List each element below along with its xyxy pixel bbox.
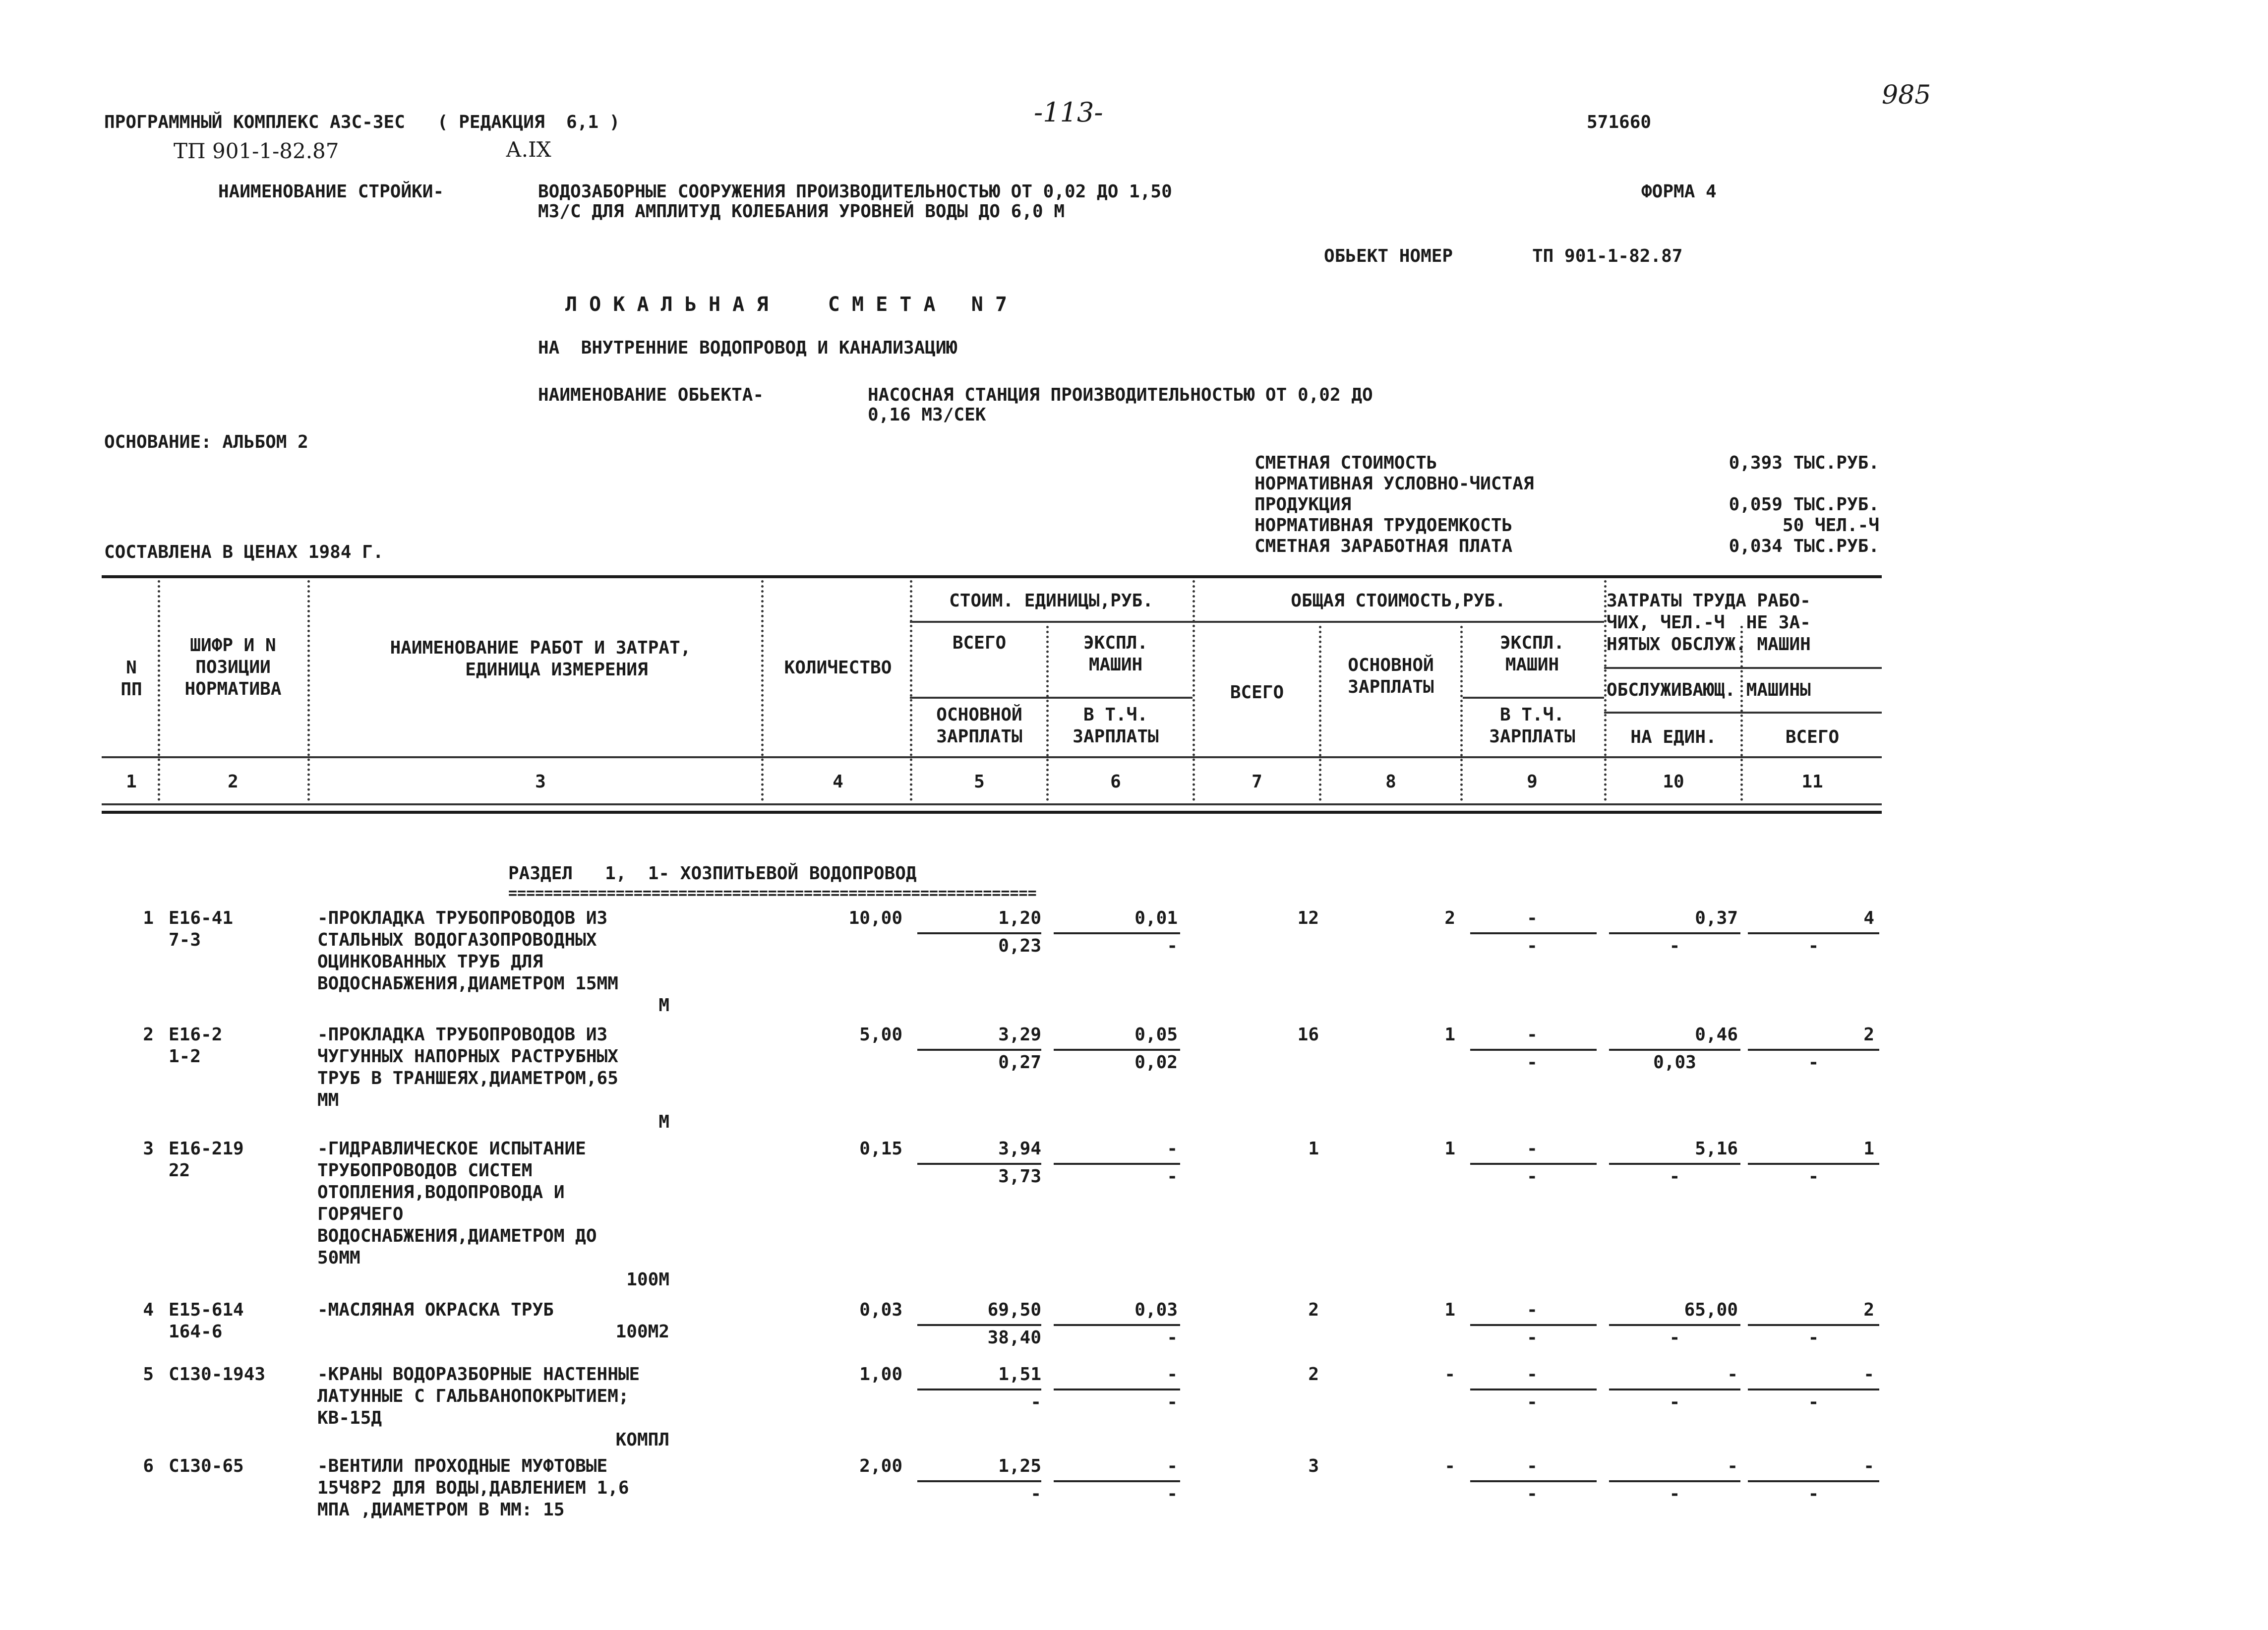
row-labor-all-machine: - — [1808, 1328, 1819, 1348]
row-work-name: ОТОПЛЕНИЯ,ВОДОПРОВОДА И — [317, 1182, 565, 1203]
row-labor-unit-machine: - — [1669, 936, 1680, 956]
row-unit-total: 3,94 — [998, 1139, 1041, 1159]
cell-divider — [1609, 1389, 1740, 1390]
row-total-incl: - — [1527, 936, 1538, 956]
row-total-salary: 1 — [1444, 1139, 1455, 1159]
row-labor-unit: - — [1727, 1364, 1738, 1385]
cell-divider — [1748, 932, 1879, 934]
row-work-name: -ВЕНТИЛИ ПРОХОДНЫЕ МУФТОВЫЕ — [317, 1456, 608, 1476]
header-labor: ЗАТРАТЫ ТРУДА РАБО- ЧИХ, ЧЕЛ.-Ч НЕ ЗА- НЯТЫХ ОБСЛУЖ. МАШИН — [1607, 591, 1811, 655]
cell-divider — [1470, 1480, 1597, 1482]
row-code: Е16-219 — [169, 1139, 244, 1159]
column-number: 1 — [126, 772, 137, 792]
header-sub-rule — [910, 697, 1193, 699]
row-total-all: 16 — [1297, 1025, 1319, 1045]
header-col-name: НАИМЕНОВАНИЕ РАБОТ И ЗАТРАТ, ЕДИНИЦА ИЗМЕРЕНИЯ — [390, 638, 691, 680]
row-labor-all: 1 — [1863, 1139, 1874, 1159]
row-number: 2 — [143, 1025, 154, 1045]
header-unit-salary: ОСНОВНОЙ ЗАРПЛАТЫ — [936, 705, 1022, 747]
cell-divider — [1054, 1324, 1180, 1326]
header-sub-rule — [910, 621, 1193, 623]
cell-divider — [1609, 1324, 1740, 1326]
program-header: ПРОГРАММНЫЙ КОМПЛЕКС АЗС-ЗЕС ( РЕДАКЦИЯ 6,1 ) — [104, 112, 620, 132]
cell-divider — [1054, 1163, 1180, 1165]
column-separator — [307, 580, 310, 801]
row-labor-unit-machine: - — [1669, 1166, 1680, 1187]
form-label: ФОРМА 4 — [1641, 181, 1717, 202]
header-unit-cost: СТОИМ. ЕДИНИЦЫ,РУБ. — [949, 591, 1153, 611]
column-separator — [1319, 626, 1321, 801]
column-number: 10 — [1663, 772, 1684, 792]
row-number: 5 — [143, 1364, 154, 1385]
header-labor-sub: ОБСЛУЖИВАЮЩ. МАШИНЫ — [1607, 680, 1811, 700]
column-separator — [1193, 580, 1195, 801]
row-unit-total: 1,51 — [998, 1364, 1041, 1385]
row-unit-salary: 38,40 — [987, 1328, 1041, 1348]
column-separator — [158, 580, 160, 801]
row-number: 6 — [143, 1456, 154, 1476]
cell-divider — [1748, 1480, 1879, 1482]
cell-divider — [1470, 932, 1597, 934]
row-total-machine: - — [1527, 1139, 1538, 1159]
row-work-name: ММ — [317, 1090, 339, 1110]
row-labor-all-machine: - — [1808, 1166, 1819, 1187]
table-bottom-rule — [102, 811, 1882, 814]
row-work-name: -МАСЛЯНАЯ ОКРАСКА ТРУБ — [317, 1300, 554, 1320]
row-work-name: 50ММ — [317, 1248, 360, 1268]
row-quantity: 0,03 — [859, 1300, 902, 1320]
column-number: 4 — [833, 772, 843, 792]
cell-divider — [1609, 1049, 1740, 1051]
row-total-all: 3 — [1308, 1456, 1319, 1476]
row-labor-all-machine: - — [1808, 1484, 1819, 1504]
header-unit-total: ВСЕГО — [952, 633, 1007, 653]
construction-line-1: ВОДОЗАБОРНЫЕ СООРУЖЕНИЯ ПРОИЗВОДИТЕЛЬНОСТЬЮ ОТ 0,02 ДО 1,50 — [538, 181, 1172, 202]
header-sub-rule — [1463, 697, 1604, 699]
row-unit: КОМПЛ — [615, 1430, 669, 1450]
row-unit-salary: 0,27 — [998, 1052, 1041, 1073]
row-work-name: ВОДОСНАБЖЕНИЯ,ДИАМЕТРОМ 15ММ — [317, 973, 618, 994]
row-code-position: 22 — [169, 1160, 190, 1181]
row-labor-all: 4 — [1863, 908, 1874, 928]
row-total-incl: - — [1527, 1166, 1538, 1187]
row-work-name: ЧУГУННЫХ НАПОРНЫХ РАСТРУБНЫХ — [317, 1046, 618, 1067]
row-labor-unit: 0,37 — [1695, 908, 1738, 928]
row-unit-machine: - — [1167, 1456, 1178, 1476]
row-total-incl: - — [1527, 1392, 1538, 1412]
row-unit-salary: - — [1030, 1484, 1041, 1504]
row-labor-all: - — [1863, 1364, 1874, 1385]
column-separator — [1740, 626, 1743, 801]
row-labor-unit-machine: 0,03 — [1653, 1052, 1696, 1073]
object-number: ТП 901-1-82.87 — [1532, 246, 1683, 266]
row-code-position: 164-6 — [169, 1322, 223, 1342]
row-work-name: 15Ч8Р2 ДЛЯ ВОДЫ,ДАВЛЕНИЕМ 1,6 — [317, 1478, 629, 1498]
cell-divider — [917, 932, 1041, 934]
table-header-rule — [102, 756, 1882, 758]
header-sub-rule — [1604, 712, 1882, 714]
cell-divider — [1609, 932, 1740, 934]
document-code: 571660 — [1587, 112, 1652, 132]
row-total-machine: - — [1527, 1364, 1538, 1385]
album-number: А.IX — [506, 137, 551, 162]
column-separator — [1046, 626, 1049, 801]
object-name-line-1: НАСОСНАЯ СТАНЦИЯ ПРОИЗВОДИТЕЛЬНОСТЬЮ ОТ 0,02 ДО — [868, 385, 1373, 405]
row-total-all: 1 — [1308, 1139, 1319, 1159]
column-number: 7 — [1252, 772, 1262, 792]
page-mark: -113- — [1034, 97, 1103, 128]
row-code: Е16-41 — [169, 908, 234, 928]
row-labor-unit-machine: - — [1669, 1392, 1680, 1412]
row-work-name: -ПРОКЛАДКА ТРУБОПРОВОДОВ ИЗ — [317, 908, 608, 928]
cell-divider — [1609, 1480, 1740, 1482]
cell-divider — [1054, 1480, 1180, 1482]
row-unit-machine: 0,01 — [1134, 908, 1178, 928]
row-unit: 100М — [626, 1269, 669, 1290]
row-code: С130-1943 — [169, 1364, 266, 1385]
header-sub-rule — [1604, 667, 1882, 669]
header-total-incl: В Т.Ч. ЗАРПЛАТЫ — [1489, 705, 1575, 747]
row-total-salary: 2 — [1444, 908, 1455, 928]
row-unit: 100М2 — [615, 1322, 669, 1342]
summary-label: НОРМАТИВНАЯ ТРУДОЕМКОСТЬ — [1254, 515, 1513, 536]
row-unit-total: 69,50 — [987, 1300, 1041, 1320]
row-unit-incl: - — [1167, 1166, 1178, 1187]
header-sub-rule — [1193, 621, 1604, 623]
cell-divider — [917, 1049, 1041, 1051]
row-total-incl: - — [1527, 1328, 1538, 1348]
row-total-machine: - — [1527, 908, 1538, 928]
row-work-name: СТАЛЬНЫХ ВОДОГАЗОПРОВОДНЫХ — [317, 930, 597, 950]
row-total-incl: - — [1527, 1484, 1538, 1504]
row-total-salary: 1 — [1444, 1300, 1455, 1320]
cell-divider — [1470, 1389, 1597, 1390]
header-labor-unit: НА ЕДИН. — [1630, 727, 1717, 747]
row-total-machine: - — [1527, 1025, 1538, 1045]
column-number: 3 — [535, 772, 546, 792]
row-work-name: ТРУБОПРОВОДОВ СИСТЕМ — [317, 1160, 533, 1181]
row-labor-all: 2 — [1863, 1025, 1874, 1045]
row-labor-all-machine: - — [1808, 1392, 1819, 1412]
construction-label: НАИМЕНОВАНИЕ СТРОЙКИ- — [218, 181, 444, 202]
row-labor-unit: - — [1727, 1456, 1738, 1476]
row-total-salary: - — [1444, 1456, 1455, 1476]
row-labor-all-machine: - — [1808, 936, 1819, 956]
row-unit-salary: 0,23 — [998, 936, 1041, 956]
row-quantity: 10,00 — [848, 908, 902, 928]
row-work-name: ГОРЯЧЕГО — [317, 1204, 404, 1224]
column-separator — [761, 580, 764, 801]
column-number: 5 — [974, 772, 985, 792]
summary-label: СМЕТНАЯ ЗАРАБОТНАЯ ПЛАТА — [1254, 536, 1513, 556]
page-number: 985 — [1882, 80, 1931, 110]
row-total-all: 2 — [1308, 1364, 1319, 1385]
row-unit-machine: - — [1167, 1364, 1178, 1385]
row-work-name: КВ-15Д — [317, 1408, 382, 1428]
row-total-all: 2 — [1308, 1300, 1319, 1320]
object-name-label: НАИМЕНОВАНИЕ ОБЬЕКТА- — [538, 385, 764, 405]
row-work-name: МПА ,ДИАМЕТРОМ В ММ: 15 — [317, 1500, 565, 1520]
row-unit-machine: 0,05 — [1134, 1025, 1178, 1045]
document-subtitle: НА ВНУТРЕННИЕ ВОДОПРОВОД И КАНАЛИЗАЦИЮ — [538, 338, 957, 358]
row-total-all: 12 — [1297, 908, 1319, 928]
row-total-incl: - — [1527, 1052, 1538, 1073]
row-code: Е16-2 — [169, 1025, 223, 1045]
column-number: 11 — [1801, 772, 1823, 792]
row-unit-total: 1,25 — [998, 1456, 1041, 1476]
cell-divider — [1748, 1389, 1879, 1390]
header-total-salary: ОСНОВНОЙ ЗАРПЛАТЫ — [1348, 655, 1434, 697]
row-work-name: -ПРОКЛАДКА ТРУБОПРОВОДОВ ИЗ — [317, 1025, 608, 1045]
section-underline: =========================================================== — [508, 885, 1037, 902]
cell-divider — [1748, 1163, 1879, 1165]
row-unit-incl: - — [1167, 1328, 1178, 1348]
row-labor-all-machine: - — [1808, 1052, 1819, 1073]
row-total-machine: - — [1527, 1300, 1538, 1320]
table-numbers-rule — [102, 803, 1882, 805]
row-total-machine: - — [1527, 1456, 1538, 1476]
row-work-name: ТРУБ В ТРАНШЕЯХ,ДИАМЕТРОМ,65 — [317, 1068, 618, 1088]
summary-value: 50 ЧЕЛ.-Ч — [1782, 515, 1879, 536]
summary-label: СМЕТНАЯ СТОИМОСТЬ — [1254, 453, 1437, 473]
section-title: РАЗДЕЛ 1, 1- ХОЗПИТЬЕВОЙ ВОДОПРОВОД — [508, 863, 917, 884]
row-unit-incl: 0,02 — [1134, 1052, 1178, 1073]
row-unit: М — [658, 995, 669, 1016]
header-col-number: N ПП — [120, 658, 142, 700]
header-labor-all: ВСЕГО — [1785, 727, 1840, 747]
row-unit-machine: 0,03 — [1134, 1300, 1178, 1320]
row-code-position: 7-3 — [169, 930, 201, 950]
summary-label: НОРМАТИВНАЯ УСЛОВНО-ЧИСТАЯ — [1254, 474, 1534, 494]
cell-divider — [917, 1324, 1041, 1326]
summary-value: 0,393 ТЫС.РУБ. — [1729, 453, 1879, 473]
object-label: ОБЬЕКТ НОМЕР — [1324, 246, 1453, 266]
header-col-code: ШИФР И N ПОЗИЦИИ НОРМАТИВА — [184, 635, 282, 699]
tp-number: ТП 901-1-82.87 — [174, 139, 339, 163]
header-total-cost: ОБЩАЯ СТОИМОСТЬ,РУБ. — [1291, 591, 1506, 611]
cell-divider — [917, 1163, 1041, 1165]
prices-year: СОСТАВЛЕНА В ЦЕНАХ 1984 Г. — [104, 542, 384, 562]
row-quantity: 2,00 — [859, 1456, 902, 1476]
row-labor-unit: 65,00 — [1684, 1300, 1738, 1320]
row-quantity: 0,15 — [859, 1139, 902, 1159]
column-separator — [910, 580, 912, 801]
row-unit-machine: - — [1167, 1139, 1178, 1159]
row-code: С130-65 — [169, 1456, 244, 1476]
summary-label: ПРОДУКЦИЯ — [1254, 494, 1352, 515]
row-number: 3 — [143, 1139, 154, 1159]
column-separator — [1460, 626, 1463, 801]
cell-divider — [1054, 1389, 1180, 1390]
column-number: 2 — [228, 772, 239, 792]
header-unit-machine: ЭКСПЛ. МАШИН — [1083, 633, 1148, 675]
header-total-all: ВСЕГО — [1230, 682, 1284, 703]
row-labor-unit-machine: - — [1669, 1484, 1680, 1504]
column-number: 8 — [1385, 772, 1396, 792]
row-code: Е15-614 — [169, 1300, 244, 1320]
header-unit-incl: В Т.Ч. ЗАРПЛАТЫ — [1073, 705, 1159, 747]
summary-value: 0,034 ТЫС.РУБ. — [1729, 536, 1879, 556]
column-number: 9 — [1527, 772, 1538, 792]
cell-divider — [1748, 1049, 1879, 1051]
row-work-name: ЛАТУННЫЕ С ГАЛЬВАНОПОКРЫТИЕМ; — [317, 1386, 629, 1406]
row-number: 4 — [143, 1300, 154, 1320]
cell-divider — [1470, 1324, 1597, 1326]
row-work-name: -КРАНЫ ВОДОРАЗБОРНЫЕ НАСТЕННЫЕ — [317, 1364, 640, 1385]
row-labor-unit: 5,16 — [1695, 1139, 1738, 1159]
column-separator — [1604, 580, 1607, 801]
row-unit-salary: 3,73 — [998, 1166, 1041, 1187]
row-unit-total: 3,29 — [998, 1025, 1041, 1045]
row-total-salary: 1 — [1444, 1025, 1455, 1045]
header-col-quantity: КОЛИЧЕСТВО — [784, 658, 892, 678]
row-work-name: ВОДОСНАБЖЕНИЯ,ДИАМЕТРОМ ДО — [317, 1226, 597, 1246]
object-name-line-2: 0,16 М3/СЕК — [868, 405, 986, 425]
cell-divider — [917, 1480, 1041, 1482]
row-unit-salary: - — [1030, 1392, 1041, 1412]
cell-divider — [917, 1389, 1041, 1390]
row-labor-all: 2 — [1863, 1300, 1874, 1320]
header-total-machine: ЭКСПЛ. МАШИН — [1499, 633, 1565, 675]
row-unit: М — [658, 1112, 669, 1132]
cell-divider — [1470, 1049, 1597, 1051]
row-work-name: ОЦИНКОВАННЫХ ТРУБ ДЛЯ — [317, 952, 543, 972]
column-number: 6 — [1110, 772, 1121, 792]
cell-divider — [1054, 1049, 1180, 1051]
row-labor-unit-machine: - — [1669, 1328, 1680, 1348]
cell-divider — [1609, 1163, 1740, 1165]
row-total-salary: - — [1444, 1364, 1455, 1385]
row-work-name: -ГИДРАВЛИЧЕСКОЕ ИСПЫТАНИЕ — [317, 1139, 586, 1159]
row-quantity: 1,00 — [859, 1364, 902, 1385]
table-top-rule — [102, 575, 1882, 578]
row-labor-unit: 0,46 — [1695, 1025, 1738, 1045]
row-unit-incl: - — [1167, 936, 1178, 956]
row-unit-incl: - — [1167, 1484, 1178, 1504]
construction-line-2: М3/С ДЛЯ АМПЛИТУД КОЛЕБАНИЯ УРОВНЕЙ ВОДЫ ДО 6,0 М — [538, 201, 1065, 222]
row-number: 1 — [143, 908, 154, 928]
cell-divider — [1470, 1163, 1597, 1165]
row-unit-incl: - — [1167, 1392, 1178, 1412]
cell-divider — [1748, 1324, 1879, 1326]
row-code-position: 1-2 — [169, 1046, 201, 1067]
row-labor-all: - — [1863, 1456, 1874, 1476]
cell-divider — [1054, 932, 1180, 934]
summary-value: 0,059 ТЫС.РУБ. — [1729, 494, 1879, 515]
basis: ОСНОВАНИЕ: АЛЬБОМ 2 — [104, 432, 308, 452]
row-unit-total: 1,20 — [998, 908, 1041, 928]
document-title: Л О К А Л Ь Н А Я С М Е Т А N 7 — [565, 293, 1008, 316]
row-quantity: 5,00 — [859, 1025, 902, 1045]
